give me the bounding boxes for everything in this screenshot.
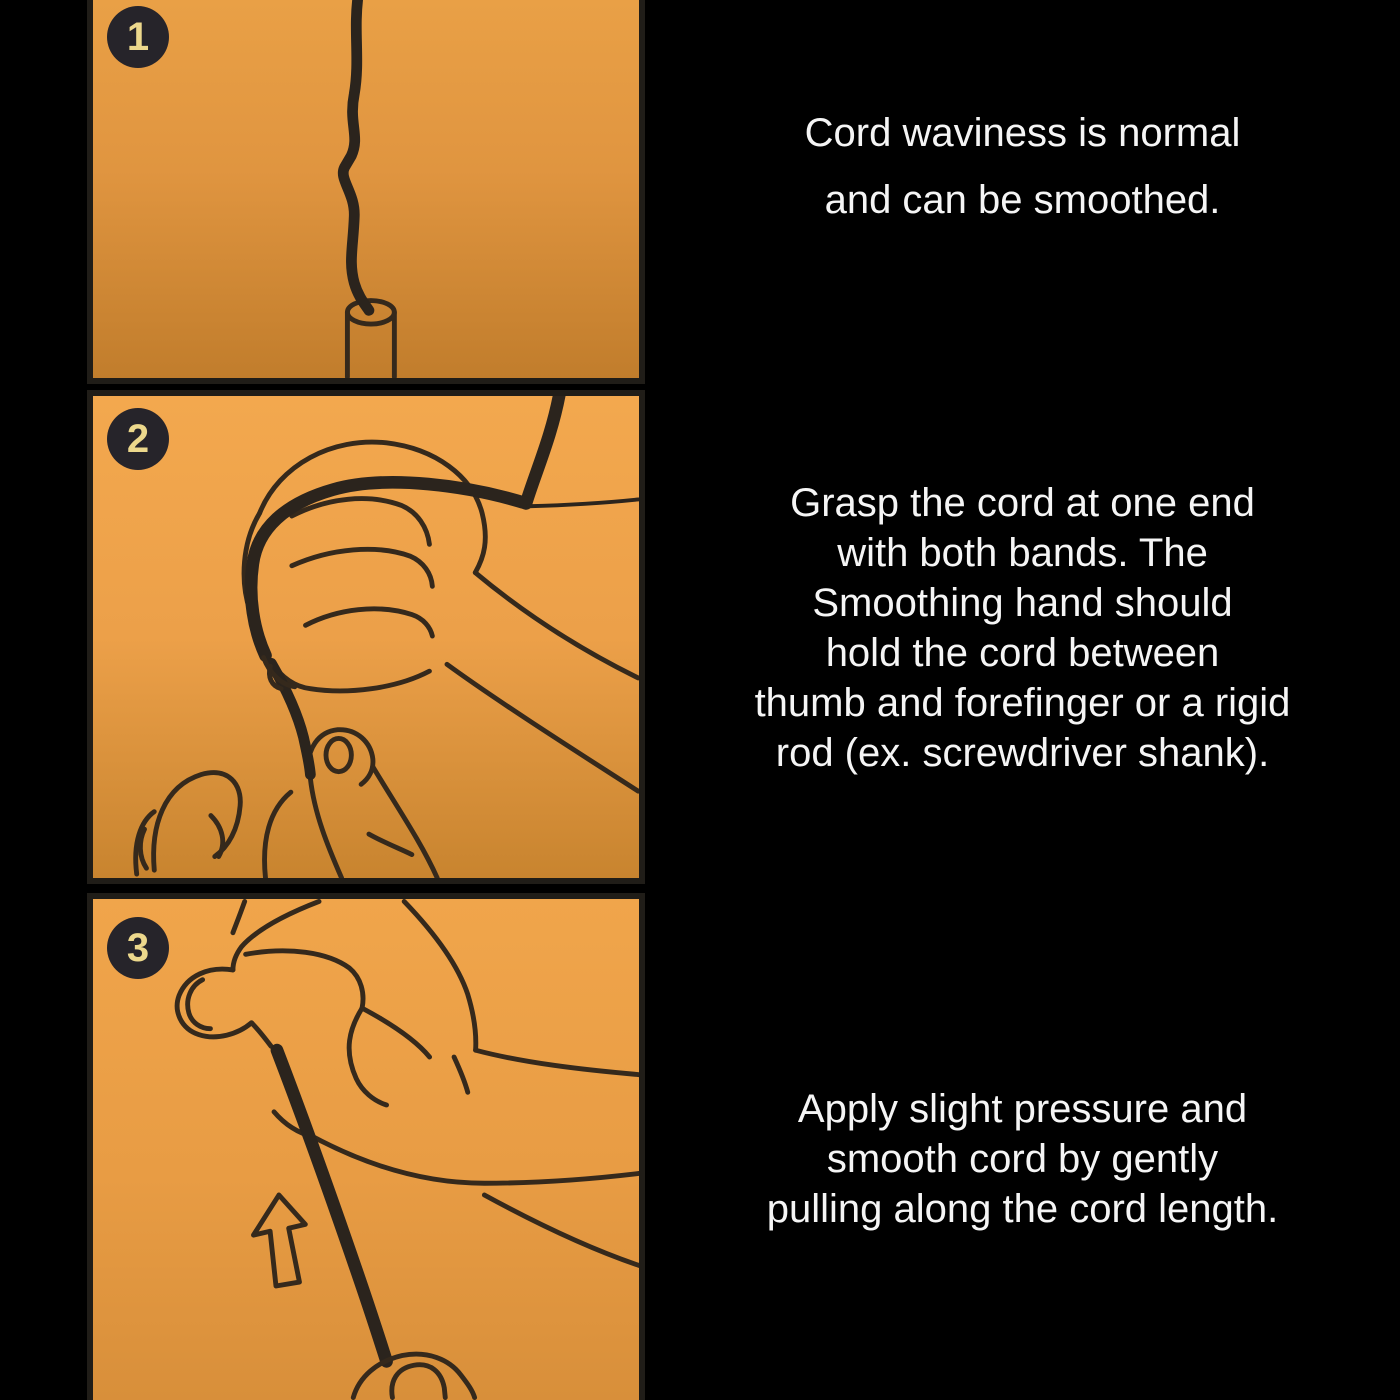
wavy-cord-cylinder-illustration bbox=[93, 0, 639, 378]
pinching-hand-drawing bbox=[177, 901, 639, 1265]
hands-grasping-cord-illustration bbox=[93, 396, 639, 878]
wavy-cord-drawing bbox=[343, 0, 369, 310]
step-1-illustration-panel bbox=[87, 0, 645, 384]
fist-and-hand-drawing bbox=[136, 442, 639, 878]
hand-pulling-cord-illustration bbox=[93, 899, 639, 1400]
caption-line: Grasp the cord at one end bbox=[790, 481, 1255, 525]
cord-drawing bbox=[251, 396, 638, 775]
step-2-illustration-panel bbox=[87, 390, 645, 884]
caption-line: pulling along the cord length. bbox=[766, 1187, 1279, 1231]
step-3-badge bbox=[107, 917, 169, 979]
step-2-badge bbox=[107, 408, 169, 470]
step-1-badge bbox=[107, 6, 169, 68]
step-2-caption bbox=[650, 478, 1395, 778]
caption-line: and can be smoothed. bbox=[824, 178, 1221, 222]
caption-line: Cord waviness is normal bbox=[804, 111, 1241, 155]
bottom-thumb-drawing bbox=[353, 1354, 474, 1397]
step-1-caption bbox=[650, 100, 1395, 234]
step-2-number: 2 bbox=[126, 417, 150, 461]
caption-line: with both bands. The bbox=[837, 531, 1208, 575]
caption-line: smooth cord by gently bbox=[826, 1137, 1219, 1181]
caption-line: hold the cord between bbox=[825, 631, 1220, 675]
up-arrow-icon bbox=[253, 1195, 305, 1286]
step-1-number: 1 bbox=[126, 15, 150, 59]
caption-line: thumb and forefinger or a rigid bbox=[754, 681, 1291, 725]
caption-line: rod (ex. screwdriver shank). bbox=[775, 731, 1270, 775]
caption-line: Apply slight pressure and bbox=[797, 1087, 1248, 1131]
caption-line: Smoothing hand should bbox=[812, 581, 1233, 625]
step-3-caption bbox=[650, 1084, 1395, 1234]
step-3-number: 3 bbox=[126, 926, 150, 970]
step-3-illustration-panel bbox=[87, 893, 645, 1400]
